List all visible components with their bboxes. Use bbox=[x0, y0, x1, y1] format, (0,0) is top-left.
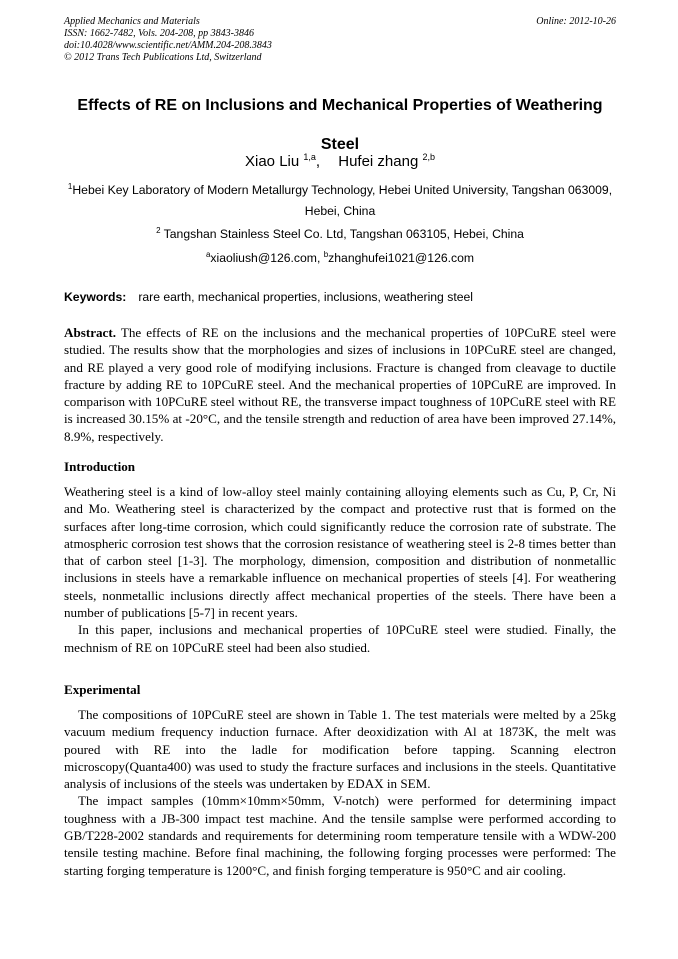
email-superscript: b bbox=[323, 250, 329, 259]
journal-header bbox=[64, 16, 616, 64]
keywords bbox=[64, 288, 616, 306]
author-separator: , bbox=[315, 153, 321, 170]
author-name: Hufei zhang bbox=[338, 153, 419, 170]
keywords-text: rare earth, mechanical properties, inclusions, weathering steel bbox=[138, 290, 473, 304]
affiliation-text: Tangshan Stainless Steel Co. Ltd, Tangshan 063105, Hebei, China bbox=[160, 227, 524, 241]
copyright-line: © 2012 Trans Tech Publications Ltd, Switzerland bbox=[64, 52, 262, 63]
abstract bbox=[64, 324, 616, 445]
section-heading-experimental: Experimental bbox=[64, 682, 141, 697]
affiliation-2 bbox=[64, 224, 616, 245]
author-superscript: 2,b bbox=[422, 152, 435, 162]
email-superscript: a bbox=[205, 250, 211, 259]
paragraph: The compositions of 10PCuRE steel are shown in Table 1. The test materials were melted by a 25kg vacuum medium frequency induction furnace. After deoxidization with Al at 1873K, the melt was poured with RE into the ladle for modification before tapping. Scanning electron microscopy(Quanta400) was used to study the fracture surfaces and inclusions in the steels. Quantitative analysis of inclusions of the steels was undertaken by EDAX in SEM. bbox=[64, 707, 616, 792]
paragraph: Weathering steel is a kind of low-alloy steel mainly containing alloying elements such as Cu, P, Cr, Ni and Mo. Weathering steel is characterized by the compact and protective rust that is formed on the surfaces after long-time corrosion, which could significantly reduce the corrosion rate of substrate. The atmospheric corrosion test shows that the corrosion resistance of weathering steel is 2-8 times better than that of carbon steel [1-3]. The morphology, dimension, composition and distribution of nonmetallic inclusions in steels have a remarkable influence on mechanical properties of steels [4]. For weathering steels, nonmetallic inclusions directly affect mechanical properties of the steels. There have been a number of publications [5-7] in recent years. bbox=[64, 484, 616, 621]
affiliation-1 bbox=[64, 180, 616, 222]
affiliation-superscript: 2 bbox=[156, 226, 161, 235]
introduction-body bbox=[64, 483, 616, 656]
keywords-label: Keywords: bbox=[64, 290, 127, 304]
author-list bbox=[64, 152, 616, 172]
affiliation-text: Hebei Key Laboratory of Modern Metallurgy Technology, Hebei United University, Tangshan 063009, Hebei, China bbox=[72, 183, 613, 218]
doi-line: doi:10.4028/www.scientific.net/AMM.204-208.3843 bbox=[64, 40, 272, 51]
journal-name: Applied Mechanics and Materials bbox=[64, 16, 200, 27]
section-heading-introduction: Introduction bbox=[64, 459, 136, 474]
author-superscript: 1,a bbox=[303, 152, 316, 162]
paragraph: In this paper, inclusions and mechanical properties of 10PCuRE steel were studied. Finally, the mechnism of RE on 10PCuRE steel had been also studied. bbox=[64, 622, 616, 655]
email-address: zhanghufei1021@126.com bbox=[328, 251, 475, 265]
paragraph: The impact samples (10mm×10mm×50mm, V-notch) were performed for determining impact toughness with a JB-300 impact test machine. And the tensile samplse were performed according to GB/T228-2002 standards and requirements for determining room temperature tensile with a WDW-200 tensile testing machine. Before final machining, the following forging processes were performed: The starting forging temperature is 1200°C, and finish forging temperature is 950°C and air cooling. bbox=[64, 793, 616, 878]
abstract-label: Abstract. bbox=[64, 325, 116, 340]
paper-title: Effects of RE on Inclusions and Mechanical Properties of Weathering Steel bbox=[77, 97, 603, 153]
author-emails bbox=[64, 248, 616, 269]
email-address: xiaoliush@126.com, bbox=[210, 251, 324, 265]
affiliation-superscript: 1 bbox=[67, 182, 73, 191]
author-name: Xiao Liu bbox=[245, 153, 300, 170]
experimental-body bbox=[64, 706, 616, 879]
issn-line: ISSN: 1662-7482, Vols. 204-208, pp 3843-3846 bbox=[64, 28, 254, 39]
online-date: Online: 2012-10-26 bbox=[536, 16, 616, 27]
abstract-text: The effects of RE on the inclusions and the mechanical properties of 10PCuRE steel were studied. The results show that the morphologies and sizes of inclusions in 10PCuRE steel are changed, and RE played a very good role of modifying inclusions. Fracture is changed from cleavage to ductile fracture by adding RE to 10PCuRE steel. And the mechanical properties of 10PCuRE are improved. In comparison with 10PCuRE steel without RE, the transverse impact toughness of 10PCuRE steel with RE is increased 30.15% at -20°C, and the tensile strength and reduction of area have been improved 27.14%, 8.9%, respectively. bbox=[64, 325, 616, 444]
